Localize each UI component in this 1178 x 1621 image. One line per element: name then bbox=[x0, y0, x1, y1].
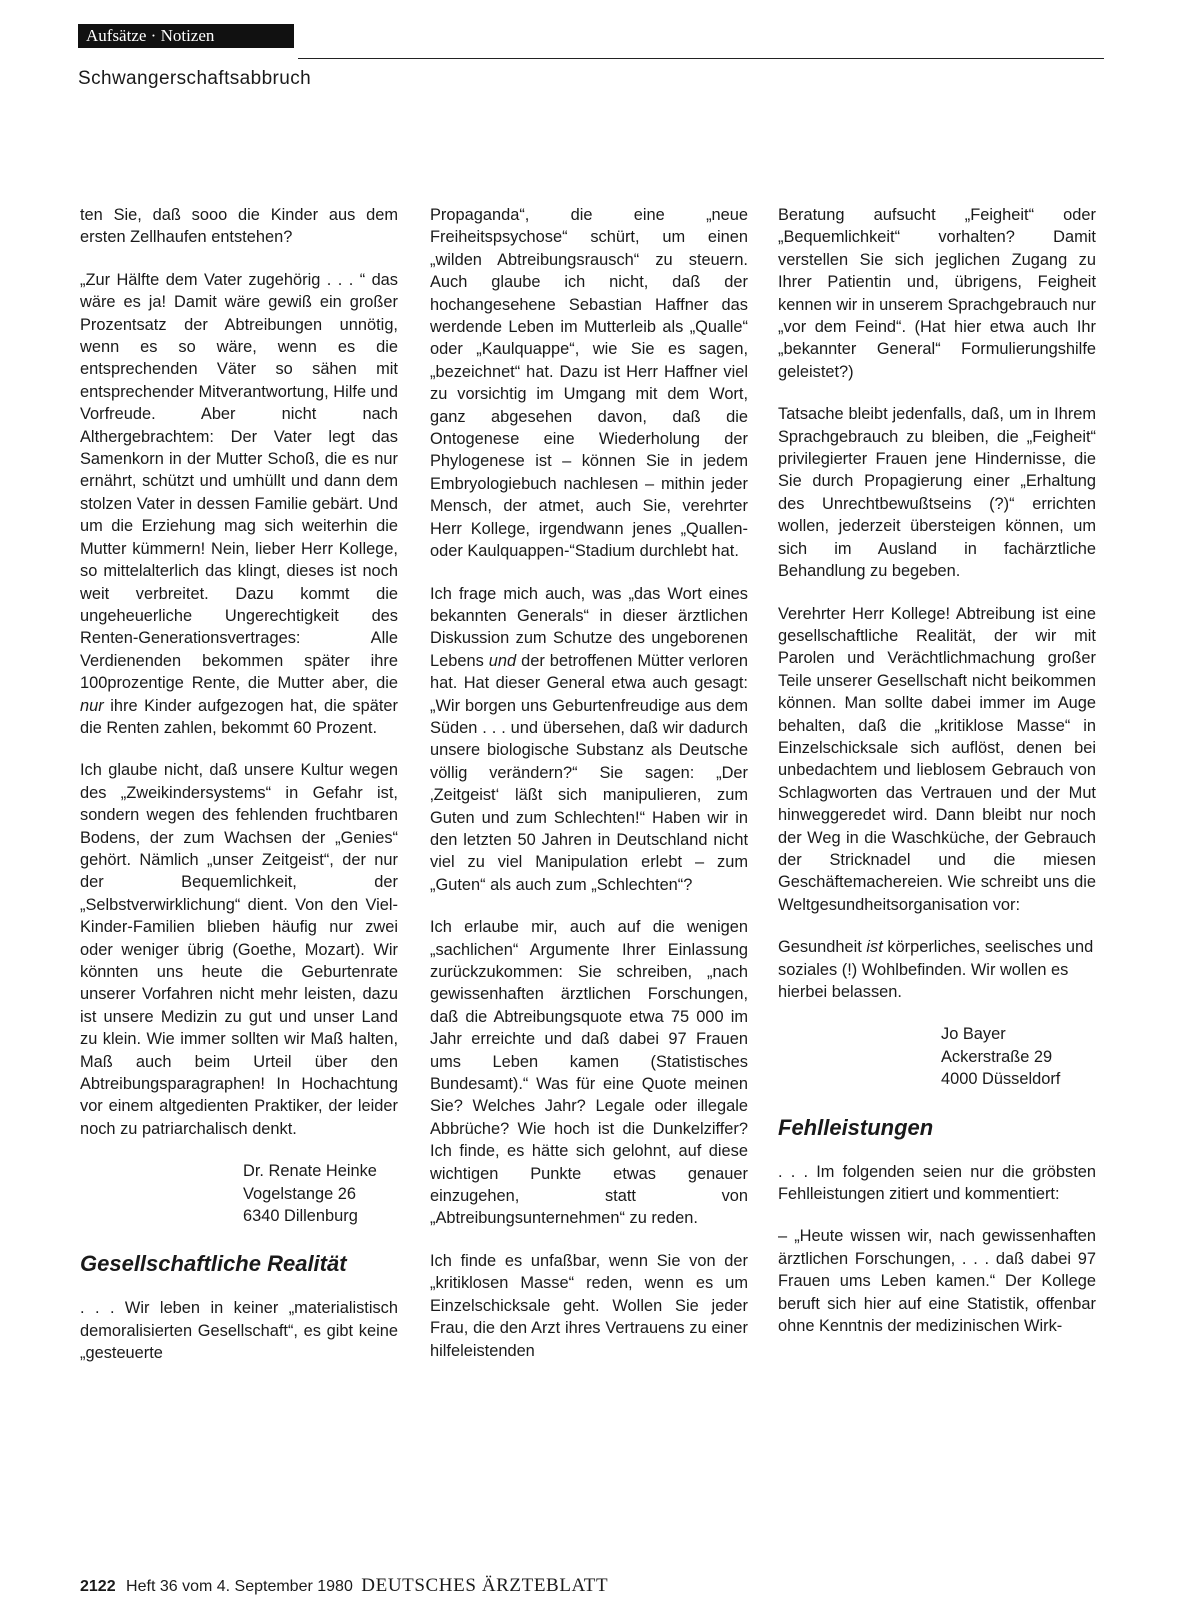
signature-block bbox=[80, 1160, 398, 1227]
signature-city: 6340 Dillenburg bbox=[243, 1207, 358, 1226]
column-1 bbox=[80, 204, 398, 1385]
paragraph: Verehrter Herr Kollege! Abtreibung ist eine gesellschaftliche Realität, der wir mit Parolen und Verächtlichmachung großer Teile unserer Gesellschaft nicht beikommen können. Man sollte dabei immer im Auge behalten, daß die „kritiklose Masse“ in Einzelschicksale sich auflöst, denen bei unbedachtem und lieblosem Gebrauch von Schlagworten das Vertrauen und der Mut hinweggeredet wird. Dann bleibt nur noch der Weg in die Waschküche, der Gebrauch der Stricknadel und die miesen Geschäftemachereien. Wie schreibt uns die Weltgesundheitsorganisation vor: bbox=[778, 604, 1096, 914]
page-footer bbox=[80, 1576, 608, 1597]
journal-name: DEUTSCHES ÄRZTEBLATT bbox=[361, 1575, 609, 1596]
signature-city: 4000 Düsseldorf bbox=[941, 1070, 1061, 1089]
column-2 bbox=[430, 204, 748, 1382]
paragraph: Beratung aufsucht „Feigheit“ oder „Bequemlichkeit“ vorhalten? Damit verstellen Sie sich jeglichen Zugang zu Ihrer Patientin und, übrigens, Feigheit kennen wir in unserem Sprachgebrauch nur „vor dem Feind“. (Hat hier etwa auch Ihr „bekannter General“ Formulierungshilfe geleistet?) bbox=[778, 206, 1096, 381]
header-rule bbox=[298, 58, 1104, 59]
issue-info: Heft 36 vom 4. September 1980 bbox=[126, 1578, 353, 1595]
section-title: Schwangerschaftsabbruch bbox=[78, 68, 312, 89]
signature-block bbox=[778, 1023, 1096, 1090]
signature-street: Vogelstange 26 bbox=[243, 1184, 357, 1203]
signature-name: Jo Bayer bbox=[941, 1025, 1006, 1044]
paragraph: . . . Im folgenden seien nur die gröbsten Fehlleistungen zitiert und kommentiert: bbox=[778, 1162, 1096, 1204]
paragraph: „Zur Hälfte dem Vater zugehörig . . . “ das wäre es ja! Damit wäre gewiß ein großer Prozentsatz der Abtreibungen unnötig, wenn es so wäre, wenn es die entsprechenden Väter so sähen mit entsprechender Mitverantwortung, Hilfe und Vorfreude. Aber nicht nach Althergebrachtem: Der Vater legt das Samenkorn in der Mutter Schoß, die es nur ernährt, schützt und umhüllt und dann dem stolzen Vater in dessen Familie gebärt. Und um die Erziehung mag sich weiterhin die Mutter kümmern! Nein, lieber Herr Kollege, so mittelalterlich das klingt, dieses ist noch weit verbreitet. Dazu kommt die ungeheuerliche Ungerechtigkeit des Renten-Generationsvertrages: Alle Verdienenden bekommen später ihre 100prozentige Rente, die Mutter aber, die nur ihre Kinder aufgezogen hat, die später die Renten zahlen, bekommt 60 Prozent. bbox=[80, 270, 398, 737]
article-heading: Fehlleistungen bbox=[778, 1114, 934, 1140]
paragraph: Ich finde es unfaßbar, wenn Sie von der „kritiklosen Masse“ reden, wenn es um Einzelschicksale geht. Wollen Sie jeder Frau, die den Arzt ihres Vertrauens zu einer hilfeleistenden bbox=[430, 1251, 748, 1360]
paragraph: Ich frage mich auch, was „das Wort eines bekannten Generals“ in dieser ärztlichen Diskussion zum Schutze des ungeborenen Lebens und der betroffenen Mütter verloren hat. Hat dieser General etwa auch gesagt: „Wir borgen uns Geburtenfreudige aus dem Süden . . . und übersehen, daß wir dadurch unsere biologische Substanz als Deutsche völlig verändern?“ Sie sagen: „Der ‚Zeitgeist‘ läßt sich manipulieren, zum Guten und zum Schlechten!“ Haben wir in den letzten 50 Jahren in Deutschland nicht viel zu viel Manipulation erlebt – zum „Guten“ als auch zum „Schlechten“? bbox=[430, 584, 748, 894]
paragraph: Tatsache bleibt jedenfalls, daß, um in Ihrem Sprachgebrauch zu bleiben, die „Feigheit“ privilegierter Frauen jene Hindernisse, die Sie durch Propagierung einer „Erhaltung des Unrechtbewußtseins (?)“ errichten wollen, jederzeit übersteigen können, um sich im Ausland in fachärztliche Behandlung zu begeben. bbox=[778, 405, 1096, 581]
paragraph: Gesundheit ist körperliches, seelisches und soziales (!) Wohlbefinden. Wir wollen es hierbei belassen. bbox=[778, 938, 1094, 1001]
signature-name: Dr. Renate Heinke bbox=[243, 1162, 377, 1181]
paragraph: ten Sie, daß sooo die Kinder aus dem ersten Zellhaufen entstehen? bbox=[80, 206, 398, 247]
paragraph: . . . Wir leben in keiner „materialistisch demoralisierten Gesellschaft“, es gibt keine „gesteuerte bbox=[80, 1299, 398, 1363]
signature-street: Ackerstraße 29 bbox=[941, 1047, 1053, 1066]
column-3 bbox=[778, 204, 1096, 1357]
paragraph: – „Heute wissen wir, nach gewissenhaften ärztlichen Forschungen, . . . daß dabei 97 Frauen ums Leben kamen.“ Der Kollege beruft sich hier auf eine Statistik, offenbar ohne Kenntnis der medizinischen Wirk- bbox=[778, 1227, 1096, 1336]
paragraph: Ich glaube nicht, daß unsere Kultur wegen des „Zweikindersystems“ in Gefahr ist, sondern wegen des fehlenden fruchtbaren Bodens, der zum Wachsen der „Genies“ gehört. Nämlich „unser Zeitgeist“, der nur der Bequemlichkeit, der „Selbstverwirklichung“ dient. Von den Viel-Kinder-Familien blieben häufig nur zwei oder weniger übrig (Goethe, Mozart). Wir könnten uns heute die Geburtenrate unserer Vorfahren nicht mehr leisten, dazu ist unsere Medizin zu gut und unser Land zu klein. Wie immer sollten wir Maß halten, Maß auch beim Urteil über den Abtreibungsparagraphen! In Hochachtung vor einem altgedienten Praktiker, der leider noch zu patriarchalisch denkt. bbox=[80, 761, 398, 1138]
article-heading: Gesellschaftliche Realität bbox=[80, 1251, 347, 1277]
paragraph: Ich erlaube mir, auch auf die wenigen „sachlichen“ Argumente Ihrer Einlassung zurückzukommen: Sie schreiben, „nach gewissenhaften ärztlichen Forschungen, daß die Abtreibungsquote etwa 75 000 im Jahr erreichte und daß dabei 97 Frauen ums Leben kamen (Statistisches Bundesamt).“ Was für eine Quote meinen Sie? Welches Jahr? Legale oder illegale Abbrüche? Wie hoch ist die Dunkelziffer? Ich finde, es hätte sich gelohnt, auf diese wichtigen Punkte etwas genauer einzugehen, statt von „Abtreibungsunternehmen“ zu reden. bbox=[430, 918, 748, 1228]
paragraph: Propaganda“, die eine „neue Freiheitspsychose“ schürt, um einen „wilden Abtreibungsrausch“ zu steuern. Auch glaube ich nicht, daß der hochangesehene Sebastian Haffner das werdende Leben im Mutterleib als „Qualle“ oder „Kaulquappe“, wie Sie es sagen, „bezeichnet“ hat. Dazu ist Herr Haffner viel zu vorsichtig im Umgang mit dem Wort, ganz abgesehen davon, daß die Ontogenese eine Wiederholung der Phylogenese ist – können Sie in jedem Embryologiebuch nachlesen – mithin jeder Mensch, der atmet, auch Sie, verehrter Herr Kollege, irgendwann jenes „Quallen- oder Kaulquappen-“Stadium durchlebt hat. bbox=[430, 206, 748, 561]
page-number: 2122 bbox=[80, 1578, 116, 1595]
header-label: Aufsätze · Notizen bbox=[86, 26, 215, 45]
